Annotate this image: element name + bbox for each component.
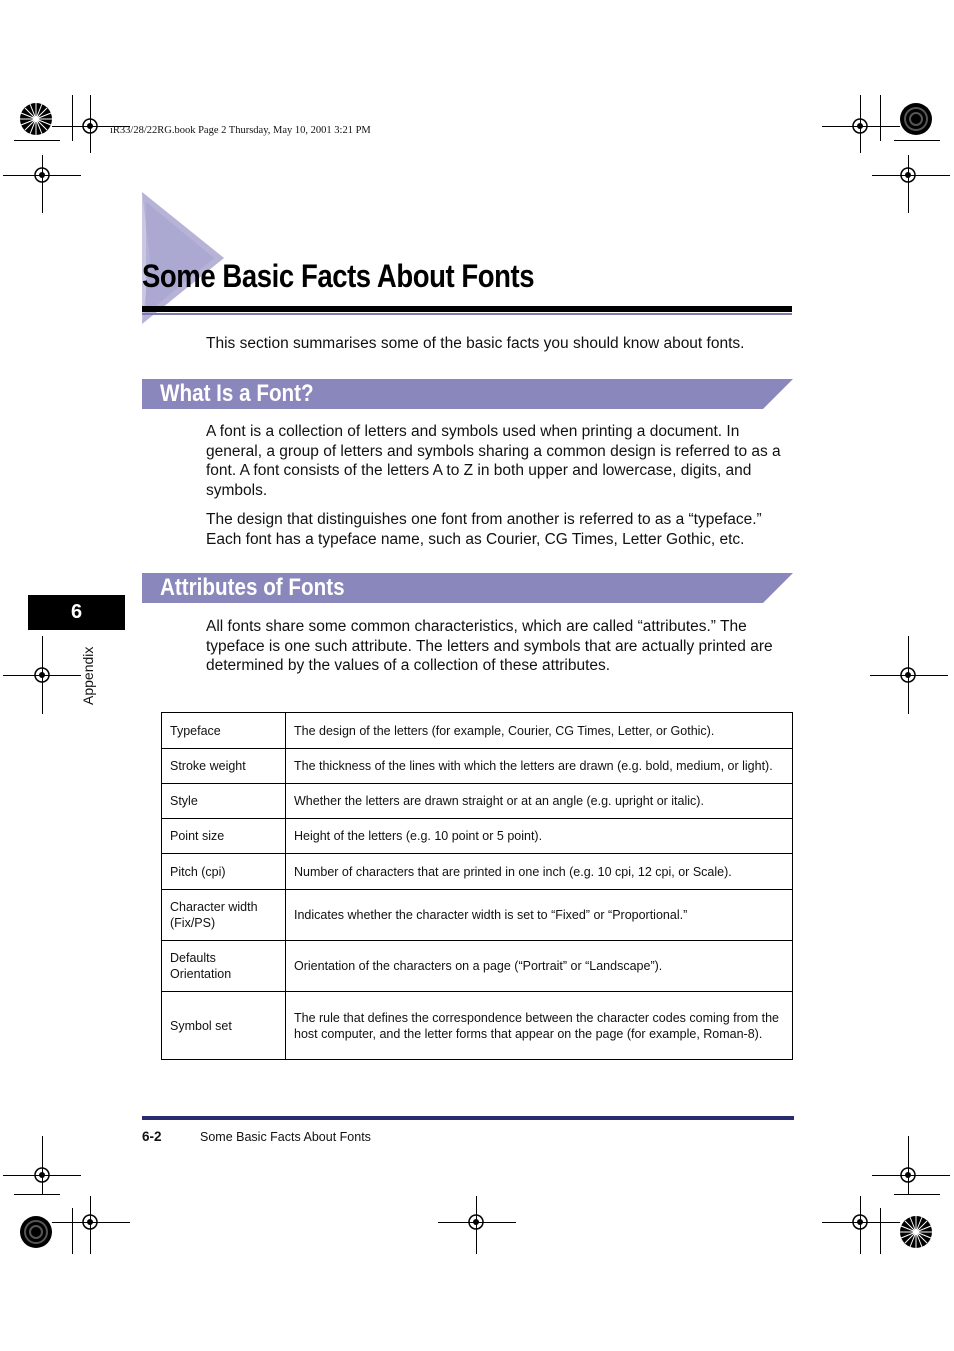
table-row: [162, 890, 793, 941]
registration-mark-icon: [79, 115, 101, 137]
attribute-description: Orientation of the characters on a page (“Portrait” or “Landscape”).: [286, 941, 793, 992]
table-row: [162, 854, 793, 890]
attribute-description: The design of the letters (for example, Courier, CG Times, Letter, or Gothic).: [286, 713, 793, 749]
attribute-name: Pitch (cpi): [162, 854, 286, 890]
starburst-mark-icon: [899, 102, 933, 136]
starburst-mark-icon: [19, 102, 53, 136]
section-title: Attributes of Fonts: [160, 574, 345, 601]
registration-mark-icon: [31, 664, 53, 686]
section-paragraph: All fonts share some common characteristics, which are called “attributes.” The typeface is one such attribute. The letters and symbols that are actually printed are determined by the values of a collection of these attributes.: [206, 618, 773, 674]
attribute-description: Height of the letters (e.g. 10 point or 5 point).: [286, 819, 793, 854]
attribute-description: Indicates whether the character width is set to “Fixed” or “Proportional.”: [286, 890, 793, 941]
chapter-tab: 6: [28, 595, 125, 630]
table-row: [162, 992, 793, 1060]
attributes-table: [161, 712, 793, 1060]
table-row: [162, 784, 793, 819]
attribute-name: Style: [162, 784, 286, 819]
print-info: iR33/28/22RG.book Page 2 Thursday, May 10, 2001 3:21 PM: [110, 125, 371, 136]
section-paragraph: The design that distinguishes one font from another is referred to as a “typeface.” Each font has a typeface name, such as Courier, CG Times, Letter Gothic, etc.: [206, 511, 762, 548]
footer-page-number: 6-2: [142, 1129, 162, 1144]
registration-mark-icon: [31, 1164, 53, 1186]
title-rule: [142, 306, 792, 312]
table-row: [162, 713, 793, 749]
section-header-attributes-of-fonts: [142, 573, 793, 603]
attribute-name: Defaults Orientation: [162, 941, 286, 992]
registration-mark-icon: [897, 664, 919, 686]
attribute-name: Typeface: [162, 713, 286, 749]
attribute-description: The rule that defines the correspondence between the character codes coming from the host computer, and the letter forms that appear on the page (for example, Roman-8).: [286, 992, 793, 1060]
registration-mark-icon: [897, 1164, 919, 1186]
table-row: [162, 749, 793, 784]
attribute-name: Point size: [162, 819, 286, 854]
footer-title: Some Basic Facts About Fonts: [200, 1130, 371, 1144]
title-rule-accent: [142, 313, 792, 315]
registration-mark-icon: [31, 164, 53, 186]
attribute-description: The thickness of the lines with which the letters are drawn (e.g. bold, medium, or light).: [286, 749, 793, 784]
starburst-mark-icon: [899, 1215, 933, 1249]
section-header-what-is-a-font: [142, 379, 793, 409]
registration-mark-icon: [79, 1211, 101, 1233]
registration-mark-icon: [849, 1211, 871, 1233]
section-title: What Is a Font?: [160, 380, 314, 407]
registration-mark-icon: [465, 1211, 487, 1233]
attribute-name: Symbol set: [162, 992, 286, 1060]
attribute-name: Stroke weight: [162, 749, 286, 784]
table-row: [162, 941, 793, 992]
page-title: Some Basic Facts About Fonts: [142, 258, 535, 294]
intro-paragraph: This section summarises some of the basic facts you should know about fonts.: [206, 335, 745, 352]
attribute-description: Number of characters that are printed in one inch (e.g. 10 cpi, 12 cpi, or Scale).: [286, 854, 793, 890]
registration-mark-icon: [897, 164, 919, 186]
section-paragraph: A font is a collection of letters and symbols used when printing a document. In general, a group of letters and symbols sharing a common design is referred to as a font. A font consists of the letters A to Z in both upper and lowercase, digits, and symbols.: [206, 423, 781, 499]
footer-rule: [142, 1116, 794, 1120]
table-row: [162, 819, 793, 854]
attribute-description: Whether the letters are drawn straight or at an angle (e.g. upright or italic).: [286, 784, 793, 819]
attribute-name: Character width (Fix/PS): [162, 890, 286, 941]
starburst-mark-icon: [19, 1215, 53, 1249]
chapter-label: Appendix: [80, 646, 96, 705]
registration-mark-icon: [849, 115, 871, 137]
